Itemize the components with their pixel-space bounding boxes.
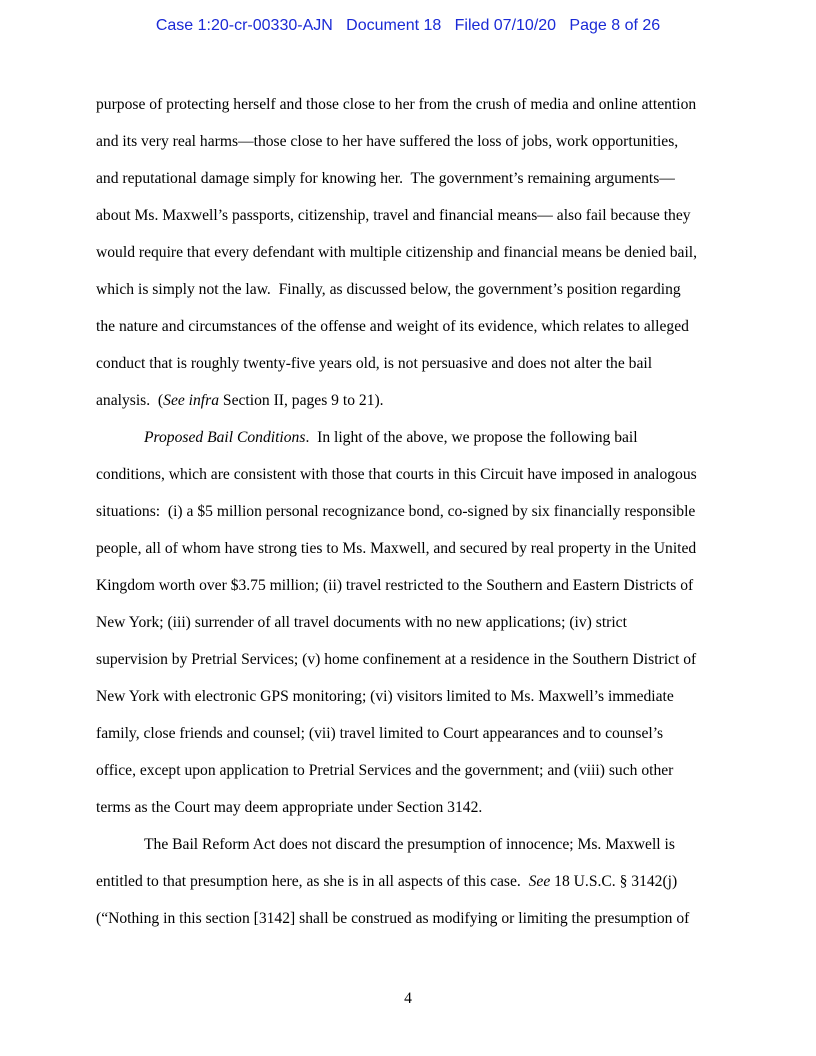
paragraph-2 xyxy=(96,419,720,826)
text-line: about Ms. Maxwell’s passports, citizenship, travel and financial means— also fail because they xyxy=(96,207,691,224)
text-run: 18 U.S.C. § 3142(j) xyxy=(550,873,678,890)
page-of-total: Page 8 of 26 xyxy=(569,17,661,34)
text-line: people, all of whom have strong ties to Ms. Maxwell, and secured by real property in the United xyxy=(96,540,697,557)
filed-date: Filed 07/10/20 xyxy=(454,17,557,34)
case-header xyxy=(0,17,816,35)
text-run: analysis. ( xyxy=(96,392,164,409)
text-line: (“Nothing in this section [3142] shall be construed as modifying or limiting the presumption of xyxy=(96,910,690,927)
text-run: Section II, pages 9 to 21). xyxy=(219,392,384,409)
text-line: office, except upon application to Pretrial Services and the government; and (viii) such other xyxy=(96,762,674,779)
paragraph-3 xyxy=(96,826,720,937)
text-line: and reputational damage simply for knowing her. The government’s remaining arguments— xyxy=(96,170,675,187)
text-line: terms as the Court may deem appropriate under Section 3142. xyxy=(96,799,483,816)
text-line xyxy=(96,863,720,900)
text-line xyxy=(96,419,720,456)
text-line: would require that every defendant with multiple citizenship and financial means be denied bail, xyxy=(96,244,698,261)
text-line: situations: (i) a $5 million personal recognizance bond, co-signed by six financially responsible xyxy=(96,503,696,520)
text-line: and its very real harms—those close to her have suffered the loss of jobs, work opportunities, xyxy=(96,133,679,150)
page-number: 4 xyxy=(404,990,412,1007)
text-line: Kingdom worth over $3.75 million; (ii) travel restricted to the Southern and Eastern Districts of xyxy=(96,577,694,594)
citation-signal: See infra xyxy=(163,392,220,409)
document-number: Document 18 xyxy=(346,17,442,34)
section-heading: Proposed Bail Conditions xyxy=(144,429,306,446)
text-line: conduct that is roughly twenty-five years old, is not persuasive and does not alter the bail xyxy=(96,355,653,372)
document-body xyxy=(96,86,720,937)
text-line: New York; (iii) surrender of all travel documents with no new applications; (iv) strict xyxy=(96,614,627,631)
text-run: . In light of the above, we propose the following bail xyxy=(305,429,638,446)
text-line: New York with electronic GPS monitoring; (vi) visitors limited to Ms. Maxwell’s immediate xyxy=(96,688,674,705)
text-line: which is simply not the law. Finally, as discussed below, the government’s position regarding xyxy=(96,281,681,298)
text-line: purpose of protecting herself and those close to her from the crush of media and online attention xyxy=(96,96,697,113)
citation-signal: See xyxy=(528,873,551,890)
text-line: conditions, which are consistent with those that courts in this Circuit have imposed in analogous xyxy=(96,466,697,483)
paragraph-1 xyxy=(96,86,720,419)
case-number: Case 1:20-cr-00330-AJN xyxy=(155,17,333,34)
text-line: family, close friends and counsel; (vii) travel limited to Court appearances and to counsel’s xyxy=(96,725,664,742)
text-line: supervision by Pretrial Services; (v) home confinement at a residence in the Southern District of xyxy=(96,651,697,668)
text-line xyxy=(96,382,720,419)
text-line: The Bail Reform Act does not discard the presumption of innocence; Ms. Maxwell is xyxy=(144,836,675,853)
text-run: entitled to that presumption here, as she is in all aspects of this case. xyxy=(96,873,529,890)
text-line: the nature and circumstances of the offense and weight of its evidence, which relates to alleged xyxy=(96,318,689,335)
